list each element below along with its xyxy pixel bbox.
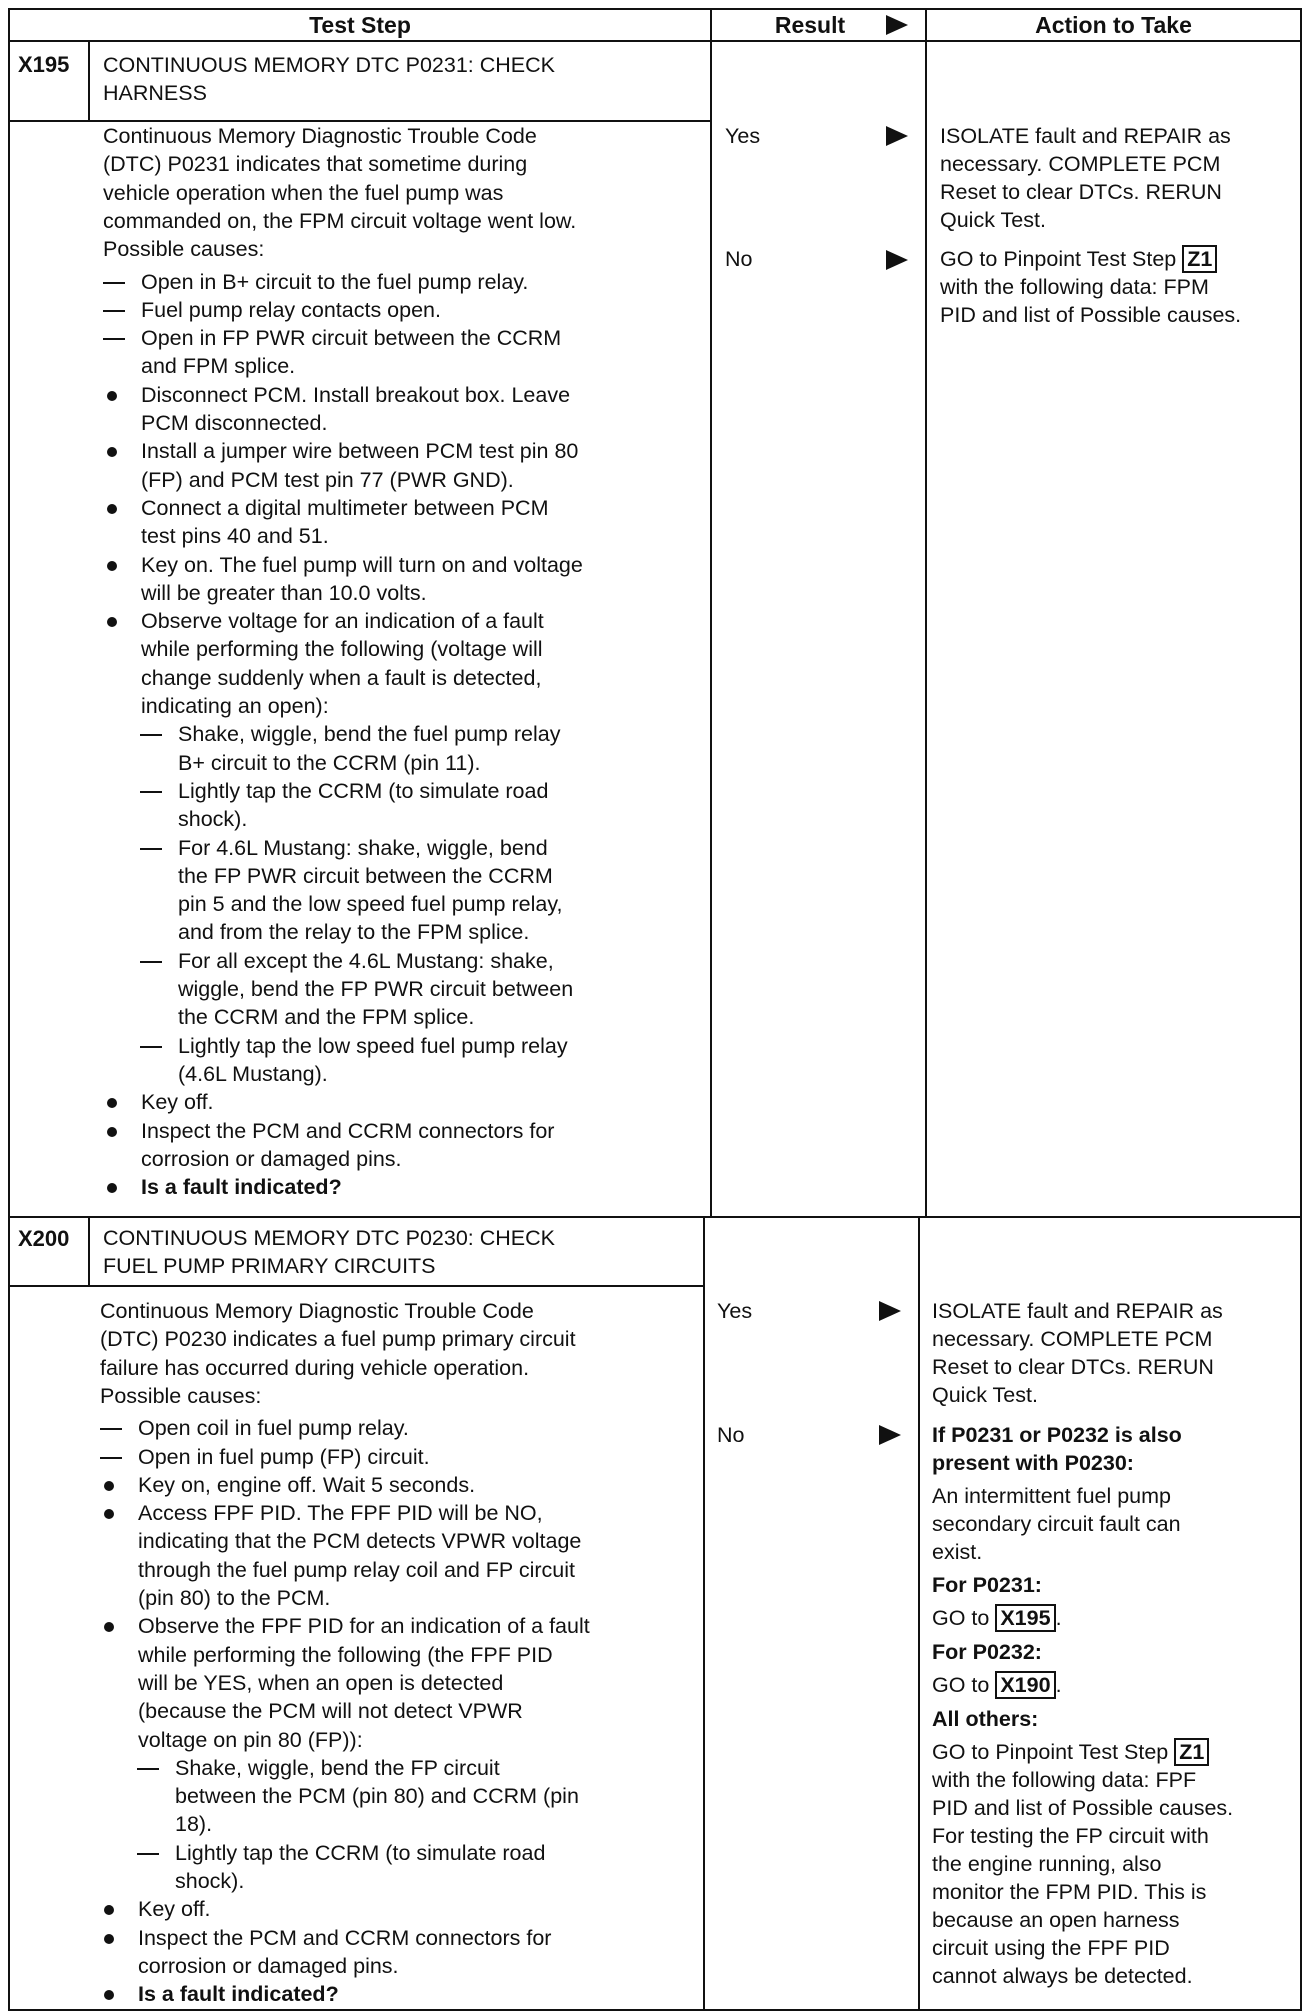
dash-item: Open in FP PWR circuit between the CCRM bbox=[141, 326, 562, 351]
bullet-item: Inspect the PCM and CCRM connectors for bbox=[141, 1118, 555, 1143]
bullet-item: Inspect the PCM and CCRM connectors for bbox=[138, 1925, 552, 1950]
action-line: Quick Test. bbox=[940, 208, 1046, 232]
action-line: GO to Pinpoint Test Step Z1 bbox=[932, 1738, 1209, 1766]
bullet-item: Is a fault indicated? bbox=[138, 1982, 339, 2007]
item-continuation: corrosion or damaged pins. bbox=[141, 1146, 402, 1171]
bullet-icon bbox=[107, 1127, 117, 1137]
action-line: with the following data: FPM bbox=[940, 275, 1209, 299]
bullet-icon bbox=[104, 1481, 114, 1491]
action-line: secondary circuit fault can bbox=[932, 1512, 1181, 1536]
result-yes: Yes bbox=[717, 1299, 753, 1323]
arrow-icon bbox=[879, 1301, 901, 1321]
action-line: An intermittent fuel pump bbox=[932, 1484, 1172, 1508]
dash-item: Lightly tap the CCRM (to simulate road bbox=[178, 778, 549, 803]
action-line: with the following data: FPF bbox=[932, 1768, 1197, 1792]
divider bbox=[703, 1216, 705, 2011]
item-continuation: indicating that the PCM detects VPWR voltage bbox=[138, 1529, 582, 1554]
action-condition: For P0231: bbox=[932, 1573, 1042, 1597]
dash-item: Shake, wiggle, bend the FP circuit bbox=[175, 1755, 500, 1780]
divider bbox=[88, 40, 90, 120]
intro-line: (DTC) P0231 indicates that sometime during bbox=[103, 152, 528, 177]
item-continuation: while performing the following (the FPF PID bbox=[138, 1642, 553, 1667]
step-title: CONTINUOUS MEMORY DTC P0231: CHECK bbox=[103, 53, 555, 77]
action-line: necessary. COMPLETE PCM bbox=[940, 152, 1221, 176]
item-continuation: the FP PWR circuit between the CCRM bbox=[178, 863, 553, 888]
bullet-item: Disconnect PCM. Install breakout box. Leave bbox=[141, 382, 571, 407]
diagnostic-table bbox=[8, 8, 1302, 2011]
dash-icon bbox=[140, 848, 162, 850]
action-line: ISOLATE fault and REPAIR as bbox=[940, 124, 1231, 148]
divider bbox=[925, 10, 927, 1216]
step-ref-x190[interactable]: X190 bbox=[995, 1671, 1055, 1699]
action-condition: If P0231 or P0232 is also bbox=[932, 1423, 1182, 1447]
step-id-x195: X195 bbox=[18, 52, 70, 77]
item-continuation: (4.6L Mustang). bbox=[178, 1061, 328, 1086]
action-condition: All others: bbox=[932, 1707, 1039, 1731]
intro-line: vehicle operation when the fuel pump was bbox=[103, 180, 504, 205]
action-line: PID and list of Possible causes. bbox=[932, 1796, 1234, 1820]
item-continuation: change suddenly when a fault is detected, bbox=[141, 665, 542, 690]
action-line: For testing the FP circuit with bbox=[932, 1824, 1209, 1848]
bullet-item: Is a fault indicated? bbox=[141, 1175, 342, 1200]
step-ref-z1[interactable]: Z1 bbox=[1182, 245, 1217, 273]
action-line: circuit using the FPF PID bbox=[932, 1936, 1170, 1960]
step-title: FUEL PUMP PRIMARY CIRCUITS bbox=[103, 1254, 436, 1278]
dash-icon bbox=[103, 310, 125, 312]
item-continuation: (pin 80) to the PCM. bbox=[138, 1586, 331, 1610]
divider bbox=[10, 1285, 703, 1287]
item-continuation: B+ circuit to the CCRM (pin 11). bbox=[178, 750, 481, 775]
intro-line: failure has occurred during vehicle operation. bbox=[100, 1355, 530, 1380]
intro-line: (DTC) P0230 indicates a fuel pump primary circuit bbox=[100, 1327, 576, 1352]
possible-causes-label: Possible causes: bbox=[100, 1383, 262, 1408]
dash-item: Open in B+ circuit to the fuel pump relay. bbox=[141, 269, 529, 294]
divider bbox=[88, 1216, 90, 1285]
bullet-item: Key off. bbox=[141, 1090, 214, 1115]
item-continuation: (FP) and PCM test pin 77 (PWR GND). bbox=[141, 467, 514, 492]
dash-item: Lightly tap the low speed fuel pump relay bbox=[178, 1033, 568, 1058]
bullet-icon bbox=[104, 1990, 114, 2000]
item-continuation: shock). bbox=[178, 807, 248, 832]
header-action: Action to Take bbox=[1035, 12, 1192, 38]
item-continuation: 18). bbox=[175, 1812, 213, 1837]
divider bbox=[10, 40, 1300, 42]
bullet-item: Observe voltage for an indication of a fault bbox=[141, 609, 544, 634]
item-continuation: and from the relay to the FPM splice. bbox=[178, 920, 530, 945]
action-line: exist. bbox=[932, 1540, 983, 1564]
item-continuation: voltage on pin 80 (FP)): bbox=[138, 1727, 363, 1752]
arrow-icon bbox=[886, 250, 908, 270]
item-continuation: test pins 40 and 51. bbox=[141, 524, 329, 549]
intro-line: commanded on, the FPM circuit voltage went low. bbox=[103, 208, 577, 233]
dash-item: For 4.6L Mustang: shake, wiggle, bend bbox=[178, 835, 548, 860]
item-continuation: will be YES, when an open is detected bbox=[138, 1670, 504, 1695]
result-no: No bbox=[717, 1423, 745, 1447]
bullet-icon bbox=[104, 1905, 114, 1915]
bullet-icon bbox=[104, 1509, 114, 1519]
bullet-item: Access FPF PID. The FPF PID will be NO, bbox=[138, 1501, 543, 1526]
action-line: because an open harness bbox=[932, 1908, 1180, 1932]
dash-item: Shake, wiggle, bend the fuel pump relay bbox=[178, 722, 561, 747]
action-line: necessary. COMPLETE PCM bbox=[932, 1327, 1213, 1351]
possible-causes-label: Possible causes: bbox=[103, 237, 265, 262]
bullet-item: Observe the FPF PID for an indication of a fault bbox=[138, 1614, 590, 1639]
header-result: Result bbox=[774, 12, 846, 38]
bullet-item: Connect a digital multimeter between PCM bbox=[141, 495, 549, 520]
dash-icon bbox=[103, 338, 125, 340]
bullet-item: Key on, engine off. Wait 5 seconds. bbox=[138, 1472, 476, 1497]
action-line: PID and list of Possible causes. bbox=[940, 303, 1242, 327]
action-line: monitor the FPM PID. This is bbox=[932, 1880, 1207, 1904]
dash-item: Lightly tap the CCRM (to simulate road bbox=[175, 1840, 546, 1865]
dash-item: Open coil in fuel pump relay. bbox=[138, 1416, 409, 1441]
header-arrow-icon bbox=[886, 15, 908, 35]
action-line: ISOLATE fault and REPAIR as bbox=[932, 1299, 1223, 1323]
dash-item: Fuel pump relay contacts open. bbox=[141, 297, 441, 322]
bullet-item: Key on. The fuel pump will turn on and voltage bbox=[141, 552, 583, 577]
bullet-icon bbox=[107, 1183, 117, 1193]
item-continuation: the CCRM and the FPM splice. bbox=[178, 1005, 475, 1030]
arrow-icon bbox=[879, 1425, 901, 1445]
bullet-icon bbox=[107, 1098, 117, 1108]
arrow-icon bbox=[886, 126, 908, 146]
dash-icon bbox=[140, 961, 162, 963]
action-line: Reset to clear DTCs. RERUN bbox=[932, 1355, 1214, 1379]
dash-icon bbox=[137, 1768, 159, 1770]
action-condition: present with P0230: bbox=[932, 1451, 1134, 1475]
dash-icon bbox=[100, 1428, 122, 1430]
bullet-item: Key off. bbox=[138, 1897, 211, 1922]
step-title: HARNESS bbox=[103, 81, 207, 105]
dash-icon bbox=[137, 1853, 159, 1855]
item-continuation: will be greater than 10.0 volts. bbox=[141, 580, 427, 605]
dash-icon bbox=[140, 791, 162, 793]
dash-icon bbox=[100, 1457, 122, 1459]
item-continuation: PCM disconnected. bbox=[141, 411, 328, 435]
action-line: cannot always be detected. bbox=[932, 1964, 1193, 1988]
item-continuation: while performing the following (voltage will bbox=[141, 637, 543, 662]
bullet-icon bbox=[107, 504, 117, 514]
item-continuation: corrosion or damaged pins. bbox=[138, 1953, 399, 1978]
action-condition: For P0232: bbox=[932, 1640, 1042, 1664]
divider bbox=[918, 1216, 920, 2011]
intro-line: Continuous Memory Diagnostic Trouble Code bbox=[100, 1299, 534, 1323]
dash-icon bbox=[140, 734, 162, 736]
bullet-icon bbox=[107, 617, 117, 627]
dash-item: For all except the 4.6L Mustang: shake, bbox=[178, 948, 554, 973]
action-line: Reset to clear DTCs. RERUN bbox=[940, 180, 1222, 204]
divider bbox=[710, 10, 712, 1216]
action-line: GO to X190 . bbox=[932, 1673, 1062, 1697]
action-line: GO to X195 . bbox=[932, 1606, 1062, 1630]
item-continuation: shock). bbox=[175, 1869, 245, 1893]
result-no: No bbox=[725, 247, 753, 271]
dash-icon bbox=[103, 282, 125, 284]
bullet-icon bbox=[107, 447, 117, 457]
step-ref-z1[interactable]: Z1 bbox=[1174, 1738, 1209, 1766]
result-yes: Yes bbox=[725, 124, 761, 148]
bullet-icon bbox=[104, 1934, 114, 1944]
bullet-icon bbox=[107, 391, 117, 401]
step-id-x200: X200 bbox=[18, 1226, 70, 1251]
intro-line: Continuous Memory Diagnostic Trouble Code bbox=[103, 124, 537, 148]
header-test-step: Test Step bbox=[309, 12, 411, 38]
item-continuation: wiggle, bend the FP PWR circuit between bbox=[178, 977, 574, 1001]
item-continuation: (because the PCM will not detect VPWR bbox=[138, 1699, 523, 1724]
dash-item: Open in fuel pump (FP) circuit. bbox=[138, 1444, 430, 1469]
item-continuation: pin 5 and the low speed fuel pump relay, bbox=[178, 892, 563, 917]
action-line: Quick Test. bbox=[932, 1383, 1038, 1407]
bullet-item: Install a jumper wire between PCM test pin 80 bbox=[141, 439, 579, 464]
bullet-icon bbox=[104, 1622, 114, 1632]
item-continuation: through the fuel pump relay coil and FP circuit bbox=[138, 1557, 576, 1582]
item-continuation: and FPM splice. bbox=[141, 354, 296, 379]
dash-icon bbox=[140, 1046, 162, 1048]
item-continuation: indicating an open): bbox=[141, 694, 329, 718]
step-title: CONTINUOUS MEMORY DTC P0230: CHECK bbox=[103, 1226, 555, 1250]
bullet-icon bbox=[107, 561, 117, 571]
divider bbox=[10, 1216, 1300, 1218]
step-ref-x195[interactable]: X195 bbox=[995, 1604, 1055, 1632]
item-continuation: between the PCM (pin 80) and CCRM (pin bbox=[175, 1784, 579, 1809]
action-line: GO to Pinpoint Test Step Z1 bbox=[940, 245, 1217, 273]
action-line: the engine running, also bbox=[932, 1852, 1162, 1876]
